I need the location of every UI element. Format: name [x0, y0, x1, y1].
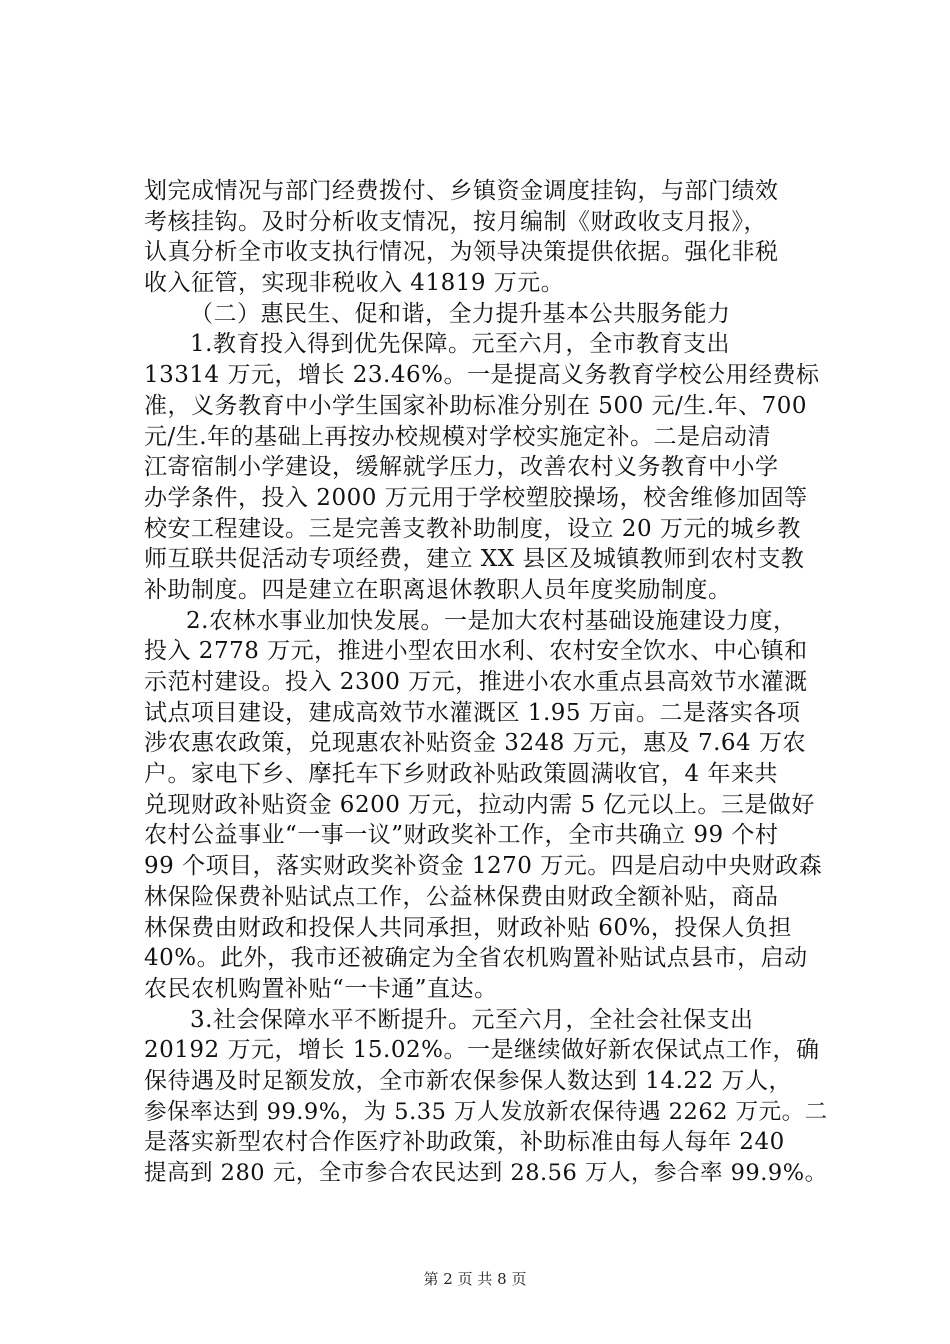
- document-body: [144, 176, 832, 1189]
- text-line: 准，义务教育中小学生国家补助标准分别在 500 元/生.年、700: [144, 392, 807, 419]
- text-line: 13314 万元，增长 23.46%。一是提高义务教育学校公用经费标: [144, 362, 820, 389]
- text-line: 补助制度。四是建立在职离退休教职人员年度奖励制度。: [144, 576, 732, 603]
- text-line: 校安工程建设。三是完善支教补助制度，设立 20 万元的城乡教: [144, 515, 801, 542]
- text-line: 林保险保费补贴试点工作，公益林保费由财政全额补贴，商品: [144, 883, 779, 910]
- text-line: 办学条件，投入 2000 万元用于学校塑胶操场，校舍维修加固等: [144, 484, 808, 511]
- paragraph-start: 1.教育投入得到优先保障。元至六月，全市教育支出: [190, 331, 730, 358]
- text-line: 户。家电下乡、摩托车下乡财政补贴政策圆满收官，4 年来共: [144, 761, 778, 788]
- text-line: 试点项目建设，建成高效节水灌溉区 1.95 万亩。二是落实各项: [144, 699, 801, 726]
- paragraph-start: 2.农林水事业加快发展。一是加大农村基础设施建设力度，: [186, 607, 797, 634]
- text-line: 20192 万元，增长 15.02%。一是继续做好新农保试点工作，确: [144, 1037, 820, 1064]
- text-line: 保待遇及时足额发放，全市新农保参保人数达到 14.22 万人，: [144, 1067, 792, 1094]
- text-line: 江寄宿制小学建设，缓解就学压力，改善农村义务教育中小学: [144, 454, 779, 481]
- text-line: 示范村建设。投入 2300 万元，推进小农水重点县高效节水灌溉: [144, 669, 808, 695]
- text-line: 林保费由财政和投保人共同承担，财政补贴 60%，投保人负担: [144, 914, 792, 941]
- section-heading: （二）惠民生、促和谐，全力提升基本公共服务能力: [190, 300, 731, 327]
- page-number-footer: 第 2 页 共 8 页: [423, 1270, 527, 1288]
- text-line: 收入征管，实现非税收入 41819 万元。: [144, 270, 565, 297]
- text-line: 是落实新型农村合作医疗补助政策，补助标准由每人每年 240: [144, 1129, 785, 1156]
- text-line: 认真分析全市收支执行情况，为领导决策提供依据。强化非税: [144, 239, 779, 266]
- text-line: 元/生.年的基础上再按办校规模对学校实施定补。二是启动清: [144, 423, 772, 450]
- text-line: 农民农机购置补贴“一卡通”直达。: [144, 975, 498, 1002]
- paragraph-start: 3.社会保障水平不断提升。元至六月，全社会社保支出: [190, 1006, 754, 1033]
- text-line: 99 个项目，落实财政奖补资金 1270 万元。四是启动中央财政森: [144, 853, 823, 880]
- text-line: 兑现财政补贴资金 6200 万元，拉动内需 5 亿元以上。三是做好: [144, 791, 815, 818]
- text-line: 提高到 280 元，全市参合农民达到 28.56 万人，参合率 99.9%。: [144, 1160, 828, 1186]
- text-line: 划完成情况与部门经费拨付、乡镇资金调度挂钩，与部门绩效: [144, 178, 779, 204]
- text-line: 40%。此外，我市还被确定为全省农机购置补贴试点县市，启动: [144, 945, 808, 972]
- text-line: 考核挂钩。及时分析收支情况，按月编制《财政收支月报》，: [144, 208, 767, 235]
- text-line: 师互联共促活动专项经费，建立 XX 县区及城镇教师到农村支教: [144, 546, 805, 573]
- text-line: 参保率达到 99.9%，为 5.35 万人发放新农保待遇 2262 万元。二: [144, 1098, 828, 1125]
- text-line: 农村公益事业“一事一议”财政奖补工作，全市共确立 99 个村: [144, 822, 779, 849]
- text-line: 投入 2778 万元，推进小型农田水利、农村安全饮水、中心镇和: [144, 638, 808, 665]
- text-line: 涉农惠农政策，兑现惠农补贴资金 3248 万元，惠及 7.64 万农: [144, 730, 806, 757]
